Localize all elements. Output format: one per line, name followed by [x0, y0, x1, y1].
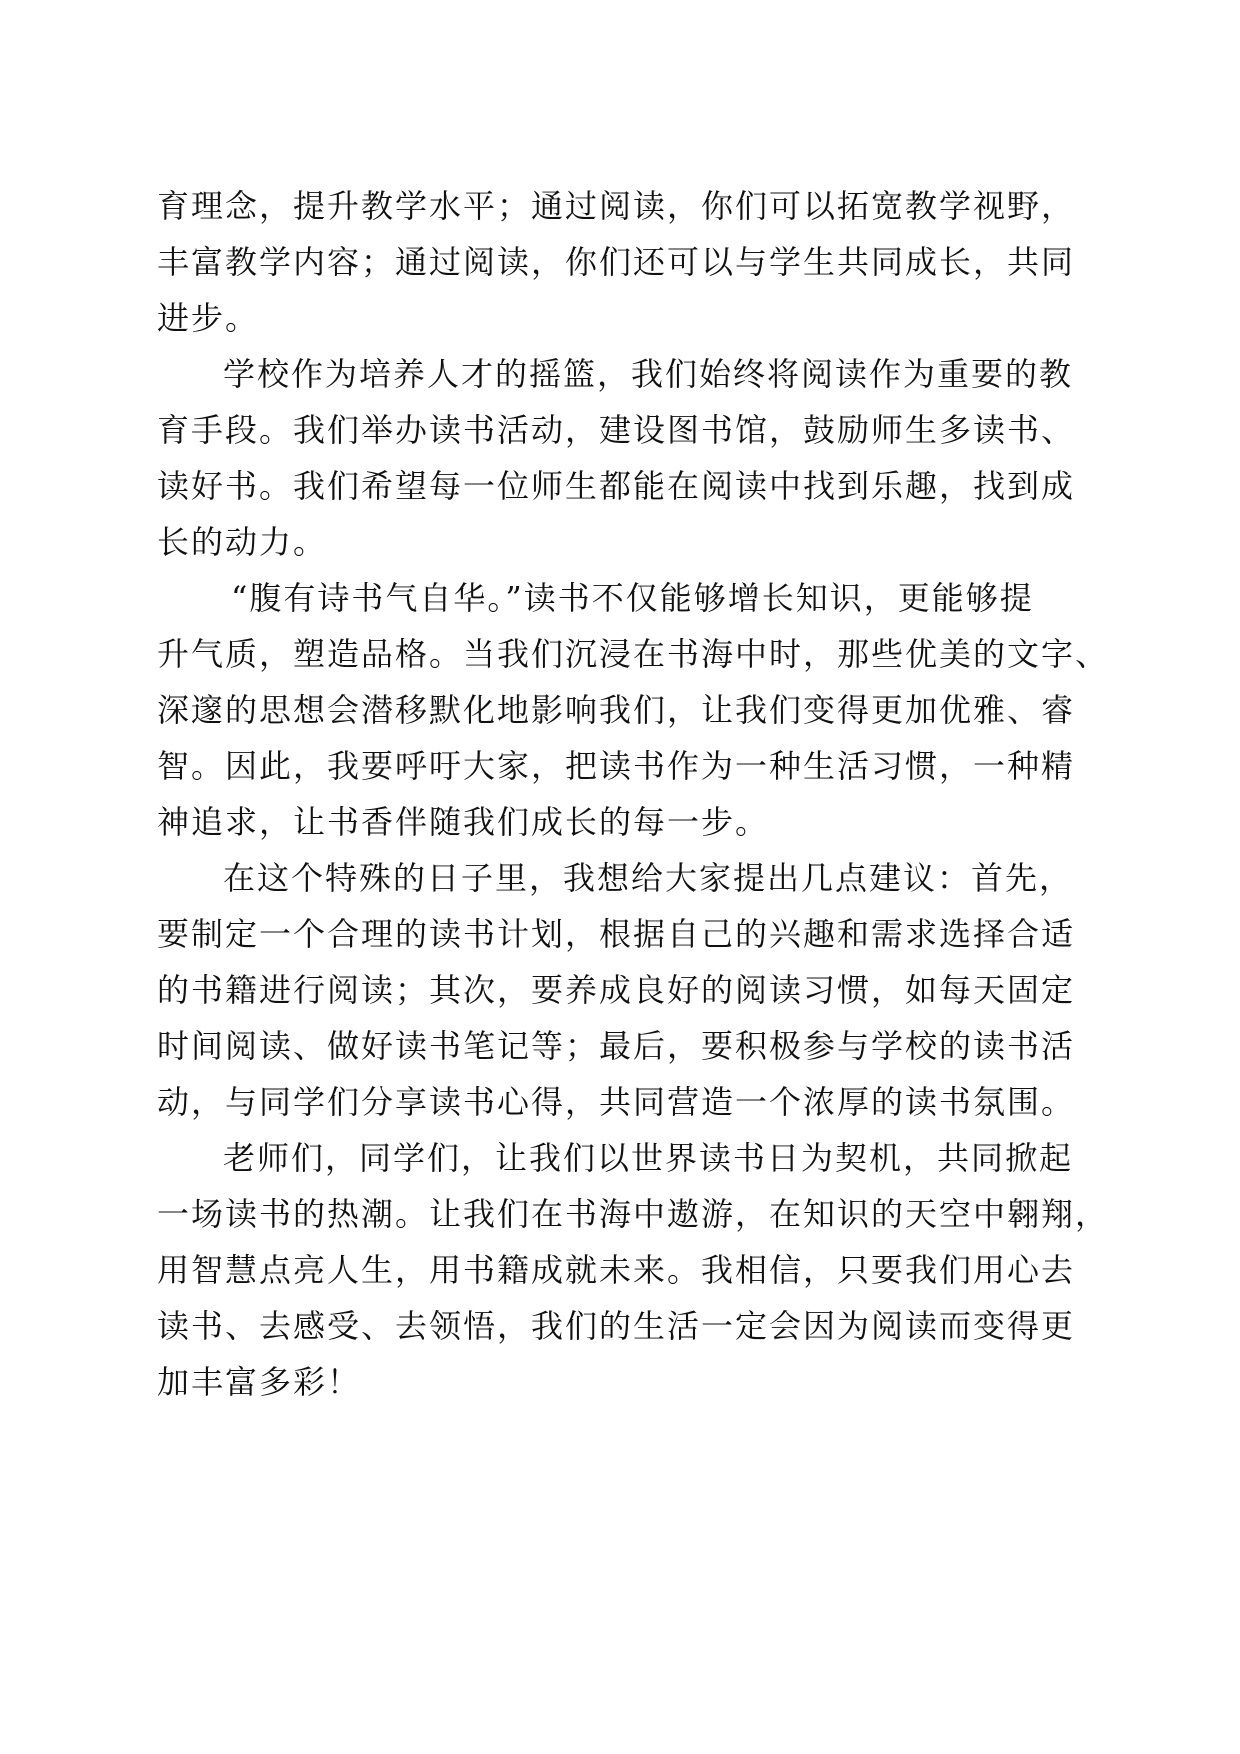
paragraph-start-line: 学校作为培养人才的摇篮，我们始终将阅读作为重要的教	[223, 355, 1074, 393]
paragraph-start-line: 在这个特殊的日子里，我想给大家提出几点建议：首先，	[223, 859, 1074, 897]
text-line: 智。因此，我要呼吁大家，把读书作为一种生活习惯，一种精	[157, 747, 1076, 785]
paragraph-start-line: 老师们，同学们，让我们以世界读书日为契机，共同掀起	[223, 1139, 1074, 1177]
text-line: 育手段。我们举办读书活动，建设图书馆，鼓励师生多读书、	[157, 411, 1076, 449]
text-line: 动，与同学们分享读书心得，共同营造一个浓厚的读书氛围。	[157, 1083, 1076, 1121]
text-line: 进步。	[157, 299, 260, 337]
speech-text-body	[157, 178, 1110, 1410]
text-line: 读书、去感受、去领悟，我们的生活一定会因为阅读而变得更	[157, 1307, 1076, 1345]
text-line: 育理念，提升教学水平；通过阅读，你们可以拓宽教学视野，	[157, 187, 1076, 225]
text-line: 加丰富多彩！	[157, 1363, 362, 1401]
text-line: 升气质，塑造品格。当我们沉浸在书海中时，那些优美的文字、	[157, 635, 1110, 673]
text-line: 长的动力。	[157, 523, 328, 561]
text-line: 一场读书的热潮。让我们在书海中遨游，在知识的天空中翱翔，	[157, 1195, 1110, 1233]
text-line: 的书籍进行阅读；其次，要养成良好的阅读习惯，如每天固定	[157, 971, 1076, 1009]
text-line: 神追求，让书香伴随我们成长的每一步。	[157, 803, 770, 841]
text-line: 丰富教学内容；通过阅读，你们还可以与学生共同成长，共同	[157, 243, 1076, 281]
text-line: 深邃的思想会潜移默化地影响我们，让我们变得更加优雅、睿	[157, 691, 1076, 729]
paragraph-start-line: “腹有诗书气自华。”读书不仅能够增长知识，更能够提	[231, 579, 1034, 617]
text-line: 要制定一个合理的读书计划，根据自己的兴趣和需求选择合适	[157, 915, 1076, 953]
text-line: 用智慧点亮人生，用书籍成就未来。我相信，只要我们用心去	[157, 1251, 1076, 1289]
text-line: 时间阅读、做好读书笔记等；最后，要积极参与学校的读书活	[157, 1027, 1076, 1065]
text-line: 读好书。我们希望每一位师生都能在阅读中找到乐趣，找到成	[157, 467, 1076, 505]
